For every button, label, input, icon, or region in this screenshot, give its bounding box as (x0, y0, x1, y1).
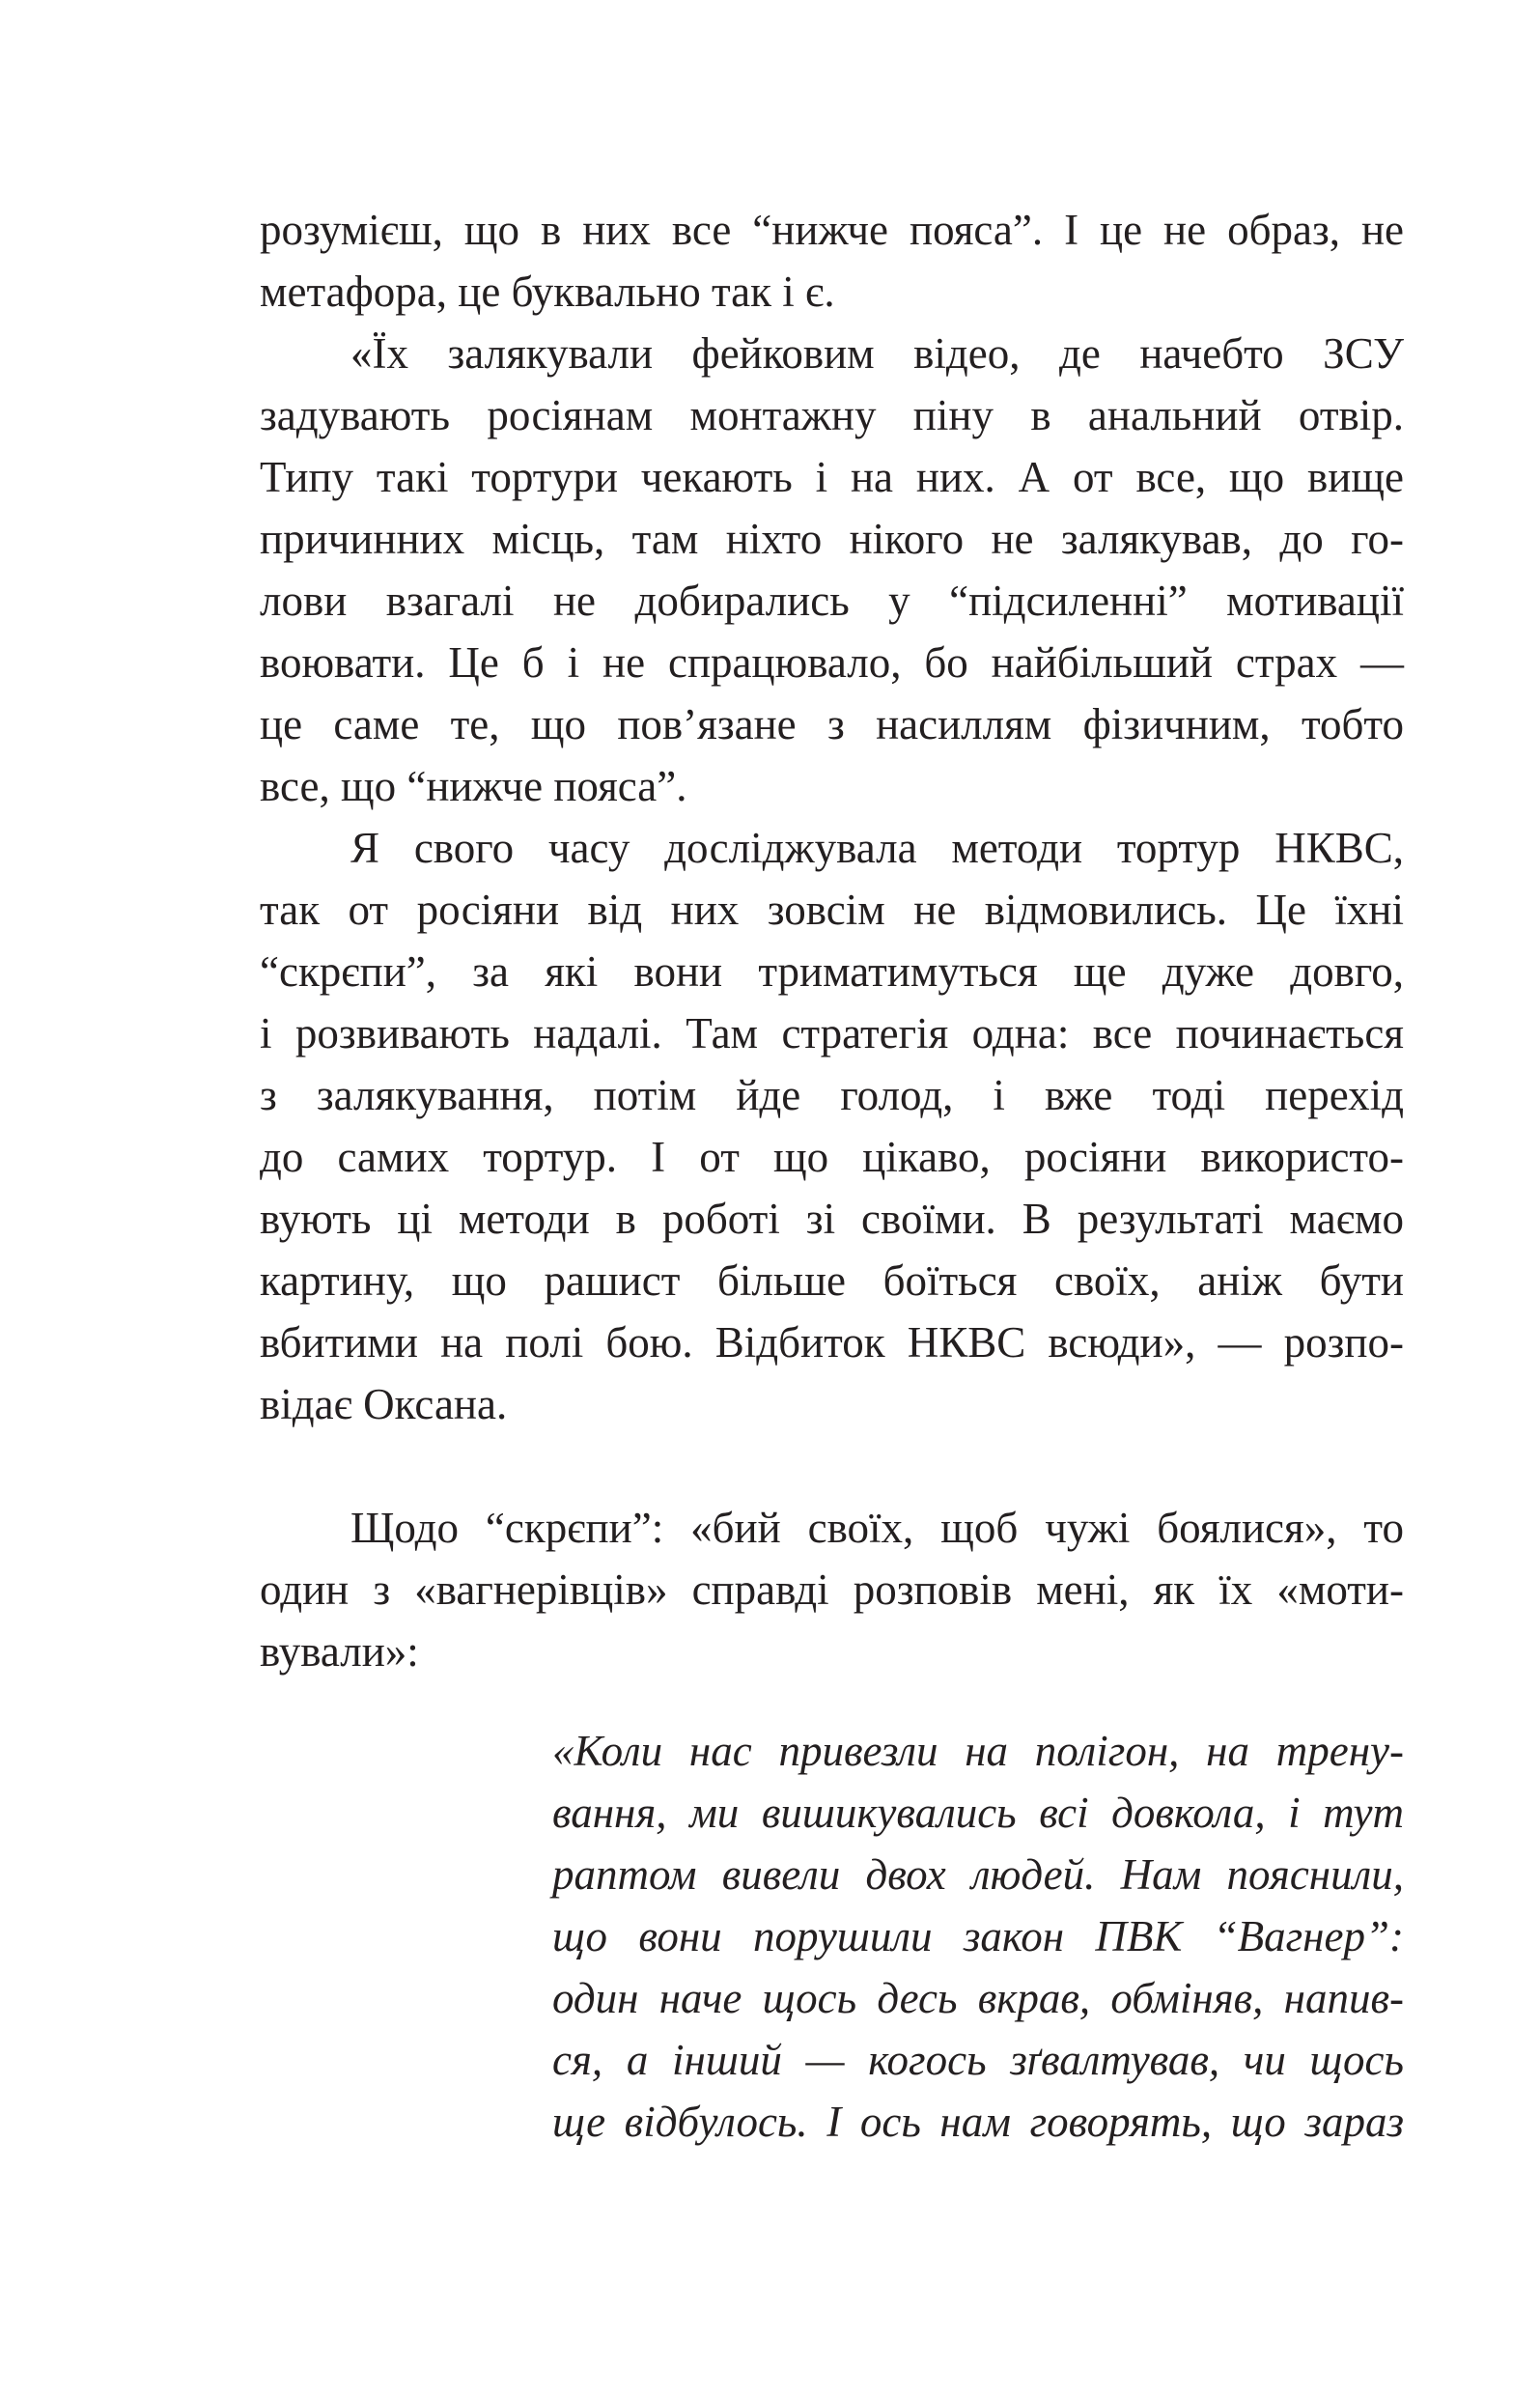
quote-line: один наче щось десь вкрав, обміняв, напив- (552, 1974, 1404, 2022)
text-line: “скрєпи”, за які вони триматимуться ще дуже довго, (260, 947, 1404, 996)
text-line: метафора, це буквально так і є. (260, 268, 835, 316)
text-line: розумієш, що в них все “нижче пояса”. І це не образ, не (260, 206, 1404, 254)
text-line: так от росіяни від них зовсім не відмовились. Це їхні (260, 886, 1404, 934)
text-line: вбитими на полі бою. Відбиток НКВС всюди», — розпо- (260, 1318, 1404, 1367)
text-line: «Їх залякували фейковим відео, де начебто ЗСУ (350, 329, 1404, 378)
text-line: Я свого часу досліджувала методи тортур НКВС, (350, 824, 1404, 872)
text-line: причинних місць, там ніхто нікого не залякував, до го- (260, 515, 1404, 563)
text-line: воювати. Це б і не спрацювало, бо найбільший страх — (260, 638, 1404, 687)
text-line: лови взагалі не добирались у “підсиленні” мотивації (260, 577, 1404, 625)
text-line: Щодо “скрєпи”: «бий своїх, щоб чужі боялися», то (350, 1504, 1404, 1552)
text-line: і розвивають надалі. Там стратегія одна: все починається (260, 1009, 1404, 1057)
quote-line: що вони порушили закон ПВК “Вагнер”: (552, 1912, 1404, 1960)
quote-line: вання, ми вишикувались всі довкола, і тут (552, 1789, 1404, 1837)
text-line: з залякування, потім йде голод, і вже тоді перехід (260, 1071, 1404, 1119)
text-line: Типу такі тортури чекають і на них. А от все, що вище (260, 453, 1404, 501)
text-line: картину, що рашист більше боїться своїх, аніж бути (260, 1256, 1404, 1305)
quote-line: ще відбулось. І ось нам говорять, що зараз (552, 2098, 1404, 2146)
quote-line: ся, а інший — когось зґвалтував, чи щось (552, 2036, 1404, 2084)
text-line: вують ці методи в роботі зі своїми. В результаті маємо (260, 1195, 1404, 1243)
text-line: вували»: (260, 1627, 419, 1676)
text-line: задувають росіянам монтажну піну в анальний отвір. (260, 391, 1404, 439)
quote-line: «Коли нас привезли на полігон, на трену- (552, 1727, 1404, 1775)
text-line: все, що “нижче пояса”. (260, 762, 687, 810)
text-line: відає Оксана. (260, 1380, 508, 1428)
quote-line: раптом вивели двох людей. Нам пояснили, (552, 1850, 1404, 1899)
text-line: до самих тортур. І от що цікаво, росіяни використо- (260, 1133, 1404, 1181)
text-line: один з «вагнерівців» справді розповів мені, як їх «моти- (260, 1565, 1404, 1614)
text-line: це саме те, що пов’язане з насиллям фізичним, тобто (260, 700, 1404, 748)
